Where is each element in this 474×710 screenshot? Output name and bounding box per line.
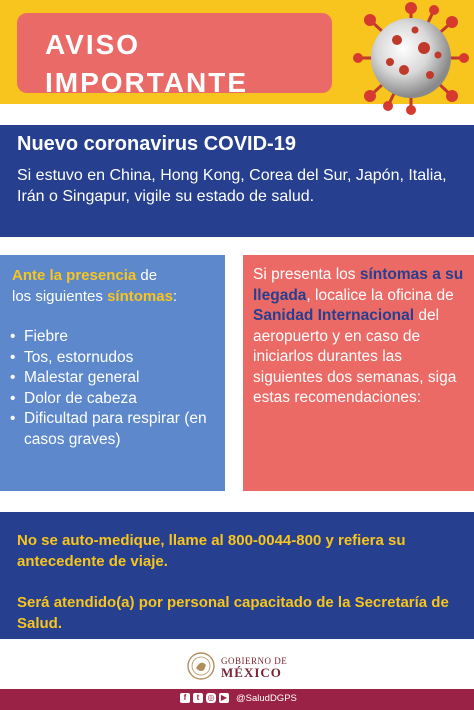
mexico-emblem-icon — [186, 651, 216, 681]
intro-text: Si estuvo en China, Hong Kong, Corea del Sur, Japón, Italia, Irán o Singapur, vigile su estado de salud. — [17, 167, 447, 205]
symptoms-list — [8, 327, 222, 450]
social-handle[interactable]: @SaludDGPS — [236, 693, 297, 704]
symptoms-heading-highlight-1: Ante la presencia — [12, 267, 137, 284]
arrival-text — [253, 265, 471, 409]
coronavirus-illustration — [352, 0, 470, 116]
symptom-item: • Malestar general — [8, 368, 222, 389]
aviso-line-2: IMPORTANTE — [45, 67, 249, 98]
symptoms-heading-text-2: los siguientes — [12, 288, 108, 305]
symptom-item: • Dolor de cabeza — [8, 389, 222, 410]
symptoms-heading-text-1: de — [136, 267, 158, 284]
arrival-highlight-1: síntomas a su llegada — [253, 266, 464, 304]
youtube-icon[interactable]: ▶ — [220, 693, 228, 702]
attention-text: Será atendido(a) por personal capacitado de la Secretaría de Salud. — [17, 594, 449, 632]
aviso-badge — [17, 13, 332, 98]
gobierno-line-2: MÉXICO — [221, 665, 282, 680]
instagram-icon[interactable]: ◎ — [207, 693, 215, 702]
intro-title: Nuevo coronavirus COVID-19 — [17, 133, 296, 155]
symptom-item: • Fiebre — [8, 327, 222, 348]
facebook-icon[interactable]: f — [180, 693, 190, 703]
aviso-line-1: AVISO — [45, 29, 141, 60]
symptom-item: • Dificultad para respirar (en casos graves) — [8, 409, 222, 450]
gobierno-line-1: GOBIERNO DE — [221, 656, 288, 666]
twitter-icon[interactable]: t — [193, 693, 203, 703]
arrival-text-1: Si presenta los — [253, 266, 360, 283]
symptoms-heading-text-3: : — [172, 288, 178, 305]
contact-text: No se auto-medique, llame al 800-0044-800 y refiera su antecedente de viaje. — [17, 532, 406, 570]
symptom-item: • Tos, estornudos — [8, 348, 222, 369]
arrival-text-2: , localice la oficina de — [306, 286, 454, 304]
arrival-highlight-2: Sanidad Internacional — [253, 307, 415, 324]
symptoms-heading — [12, 265, 222, 307]
arrival-text-3: del aeropuerto y en caso de iniciarlos durantes las siguientes dos semanas, siga estas recomendaciones: — [253, 307, 457, 406]
symptoms-heading-highlight-2: síntomas — [107, 288, 173, 305]
